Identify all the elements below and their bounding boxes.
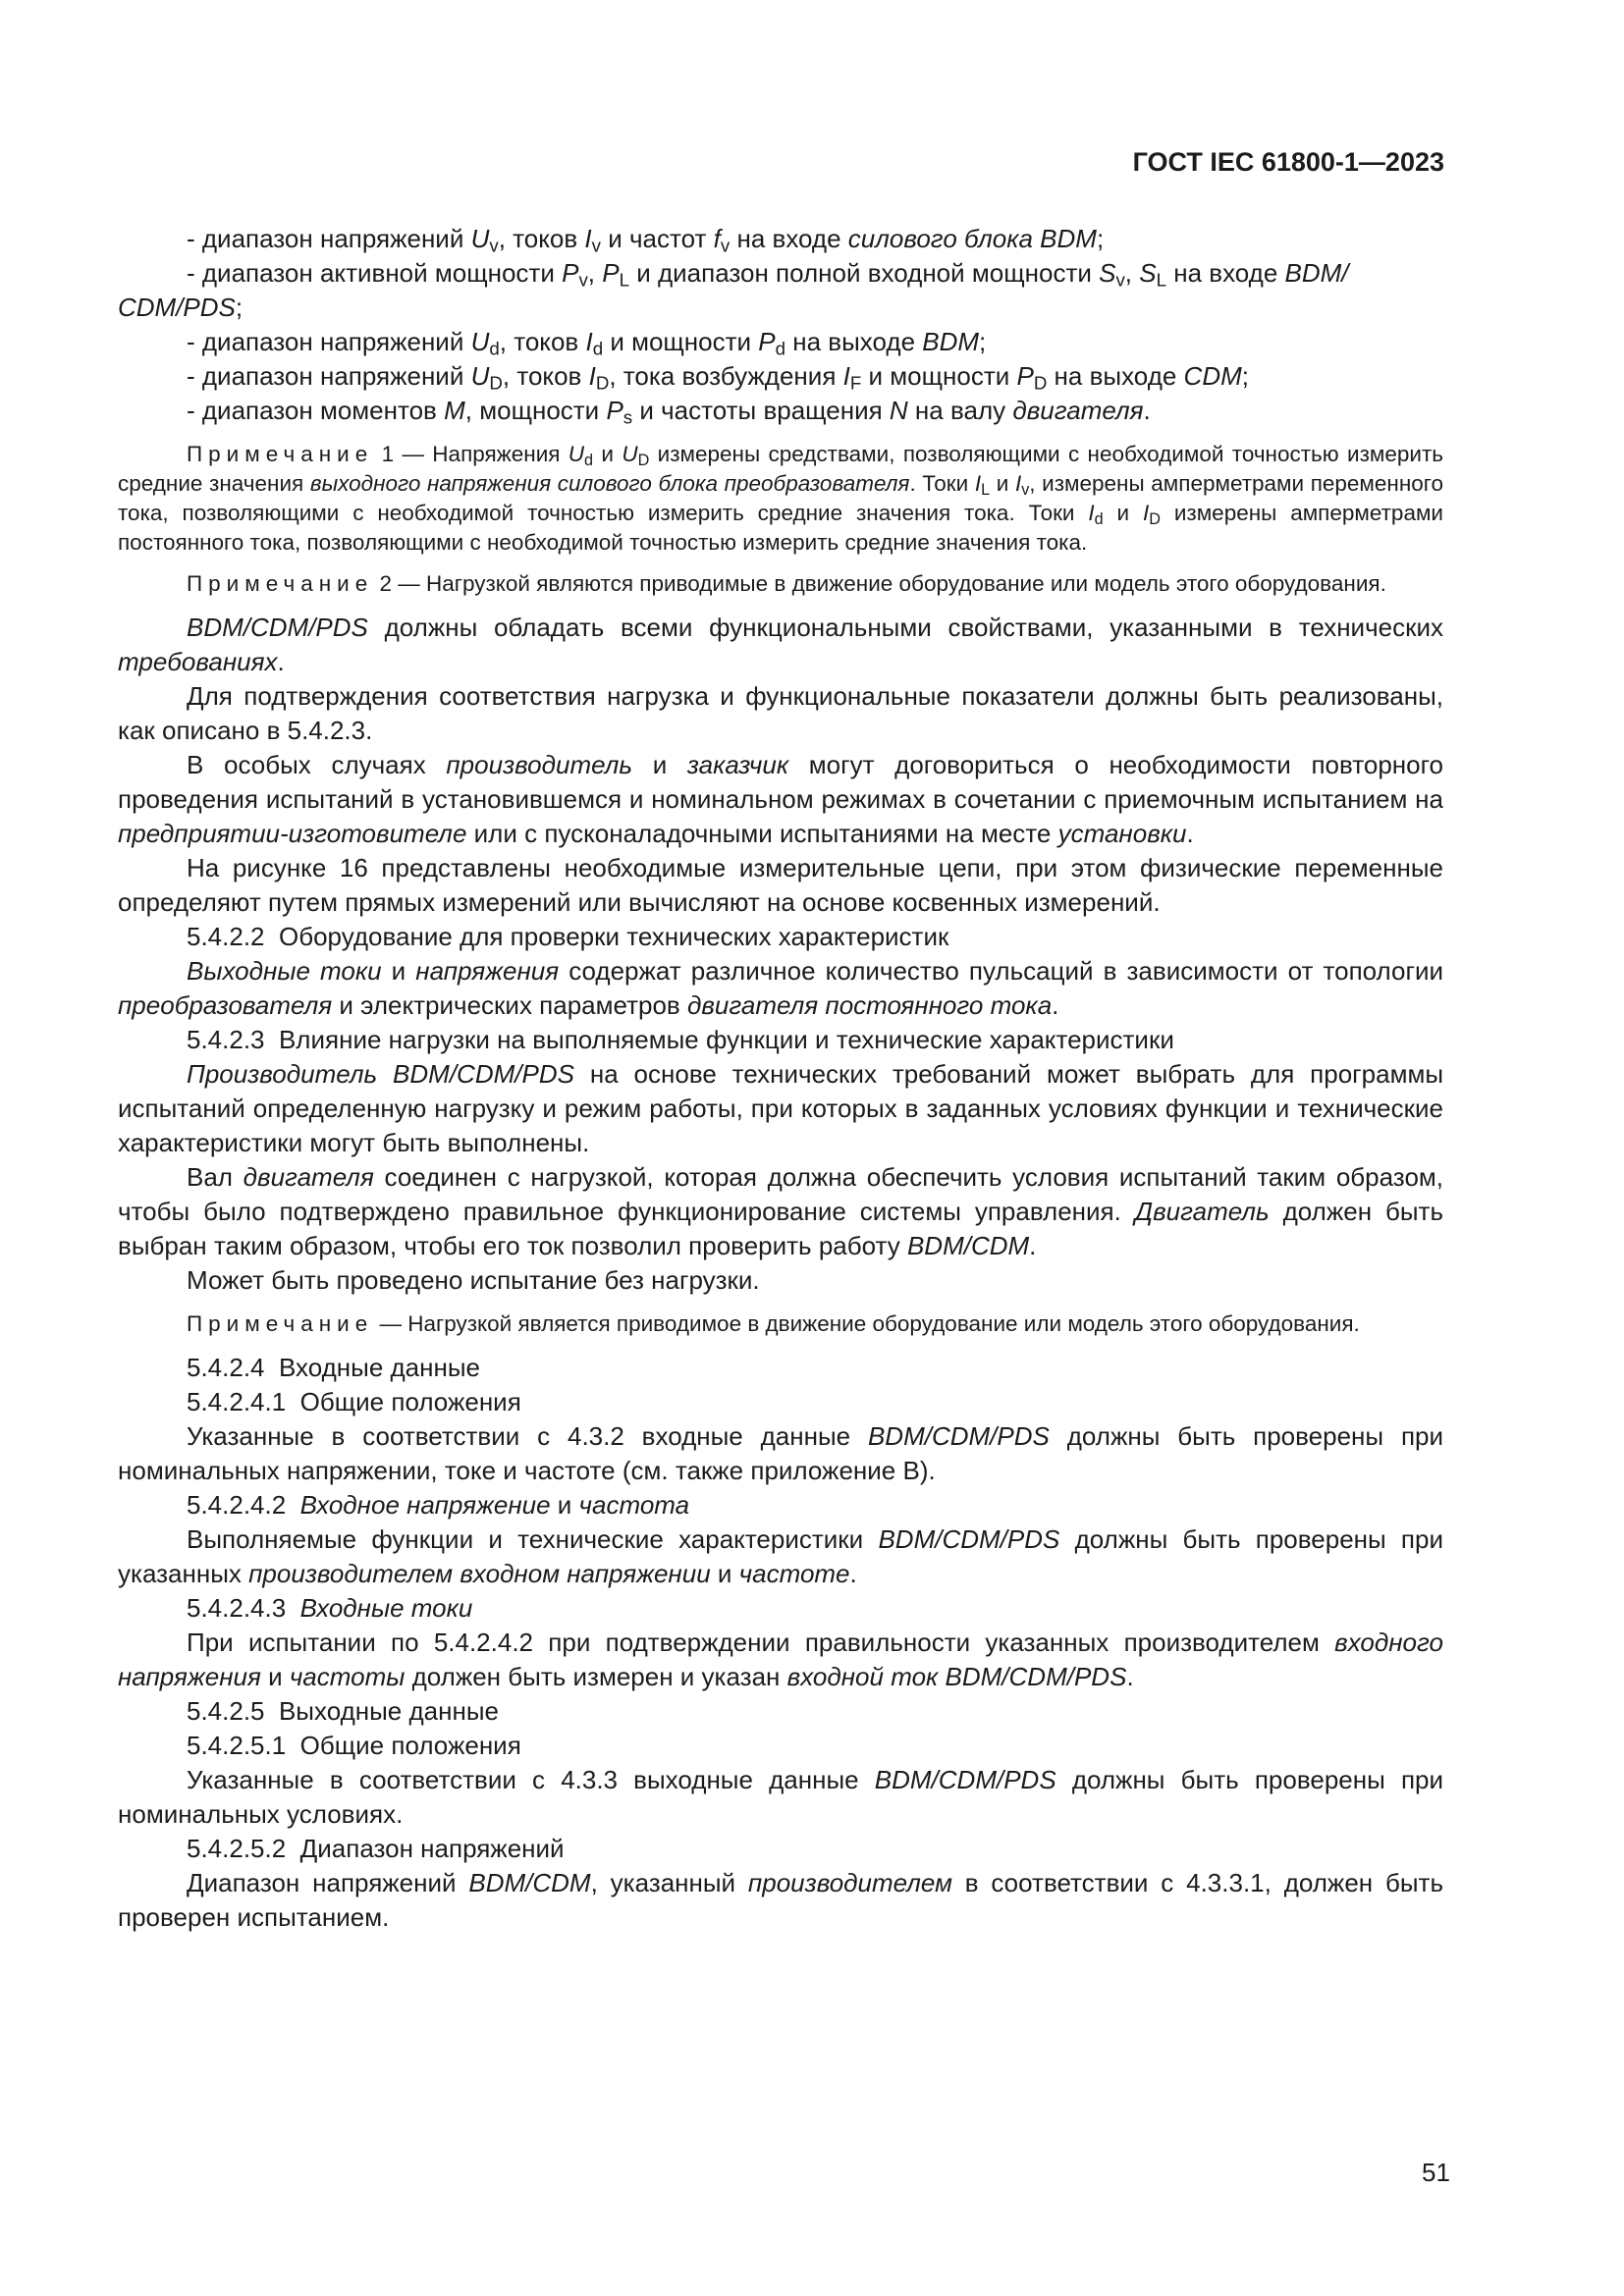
- paragraph: Указанные в соответствии с 4.3.2 входные данные BDM/CDM/PDS должны быть проверены при номинальных напряжении, токе и частоте (см. также приложение В).: [118, 1421, 1444, 1485]
- section-heading-5-4-2-3: 5.4.2.3 Влияние нагрузки на выполняемые функции и технические характеристики: [187, 1025, 1174, 1054]
- section-heading-5-4-2-5-1: 5.4.2.5.1 Общие положения: [187, 1731, 521, 1760]
- list-item: - диапазон активной мощности $P_v$, $P_L$ и диапазон полной входной мощности $S_v$, $S_L$ на входе BDM/ CDM/PDS;: [118, 258, 1349, 322]
- paragraph: Диапазон напряжений BDM/CDM, указанный производителем в соответствии с 4.3.3.1, должен быть проверен испытанием.: [118, 1868, 1444, 1932]
- note-2: Примечание 2 — Нагрузкой являются приводимые в движение оборудование или модель этого оборудования.: [187, 571, 1386, 596]
- section-heading-5-4-2-2: 5.4.2.2 Оборудование для проверки технических характеристик: [187, 922, 949, 951]
- paragraph: BDM/CDM/PDS должны обладать всеми функциональными свойствами, указанными в технических требованиях.: [118, 613, 1443, 676]
- section-heading-5-4-2-4-2: 5.4.2.4.2 Входное напряжение и частота: [187, 1490, 690, 1520]
- standard-designation: ГОСТ IEC 61800-1—2023: [1132, 147, 1444, 177]
- paragraph: Может быть проведено испытание без нагрузки.: [187, 1265, 760, 1295]
- section-heading-5-4-2-4-1: 5.4.2.4.1 Общие положения: [187, 1387, 521, 1416]
- list-item: - диапазон моментов M, мощности $P_s$ и частоты вращения N на валу двигателя.: [187, 396, 1151, 428]
- paragraph: Выполняемые функции и технические характеристики BDM/CDM/PDS должны быть проверены при указанных производителем входном напряжении и частоте.: [118, 1524, 1443, 1588]
- section-heading-5-4-2-4-3: 5.4.2.4.3 Входные токи: [187, 1593, 473, 1623]
- paragraph: Указанные в соответствии с 4.3.3 выходные данные BDM/CDM/PDS должны быть проверены при номинальных условиях.: [118, 1765, 1444, 1829]
- paragraph: Вал двигателя соединен с нагрузкой, которая должна обеспечить условия испытаний таким образом, чтобы было подтверждено правильное функционирование системы управления. Двигатель должен быть выбран таким образом, чтобы его ток позволил проверить работу BDM/CDM.: [118, 1162, 1444, 1260]
- paragraph: Выходные токи и напряжения содержат различное количество пульсаций в зависимости от топологии преобразователя и электрических параметров двигателя постоянного тока.: [118, 956, 1444, 1020]
- paragraph: Для подтверждения соответствия нагрузка и функциональные показатели должны быть реализованы, как описано в 5.4.2.3.: [118, 681, 1443, 745]
- section-heading-5-4-2-5-2: 5.4.2.5.2 Диапазон напряжений: [187, 1834, 565, 1863]
- paragraph: Производитель BDM/CDM/PDS на основе технических требований может выбрать для программы испытаний определенную нагрузку и режим работы, при которых в заданных условиях функции и технические характеристики могут быть выполнены.: [118, 1059, 1444, 1157]
- list-item: - диапазон напряжений $U_v$, токов $I_v$ и частот $f_v$ на входе силового блока BDM;: [187, 224, 1105, 256]
- section-heading-5-4-2-5: 5.4.2.5 Выходные данные: [187, 1696, 499, 1726]
- note-1: Примечание 1 — Напряжения $U_d$ и $U_D$ измерены средствами, позволяющими с необходимой точностью измерить средние значения выходного напряжения силового блока преобразователя. Токи $I_L$ и $I_v$, измерены амперметрами переменного тока, позволяющими с необходимой точностью измерить средние значения тока. Токи $I_d$ и $I_D$ измерены амперметрами постоянного тока, позволяющими с необходимой точностью измерить средние значения тока.: [118, 442, 1443, 555]
- note-3: Примечание — Нагрузкой является приводимое в движение оборудование или модель этого оборудования.: [187, 1311, 1360, 1336]
- list-item: - диапазон напряжений $U_d$, токов $I_d$ и мощности $P_d$ на выходе BDM;: [187, 327, 987, 359]
- section-heading-5-4-2-4: 5.4.2.4 Входные данные: [187, 1353, 481, 1382]
- paragraph: При испытании по 5.4.2.4.2 при подтверждении правильности указанных производителем входного напряжения и частоты должен быть измерен и указан входной ток BDM/CDM/PDS.: [118, 1628, 1443, 1691]
- paragraph: На рисунке 16 представлены необходимые измерительные цепи, при этом физические переменные определяют путем прямых измерений или вычисляют на основе косвенных измерений.: [118, 853, 1443, 917]
- page-number: 51: [1422, 2158, 1450, 2187]
- paragraph: В особых случаях производитель и заказчик могут договориться о необходимости повторного проведения испытаний в установившемся и номинальном режимах в сочетании с приемочным испытанием на предприятии-изготовителе или с пусконаладочными испытаниями на месте установки.: [118, 750, 1443, 848]
- list-item: - диапазон напряжений $U_D$, токов $I_D$, тока возбуждения $I_F$ и мощности $P_D$ на выходе CDM;: [187, 361, 1249, 394]
- document-body: [118, 222, 1443, 1935]
